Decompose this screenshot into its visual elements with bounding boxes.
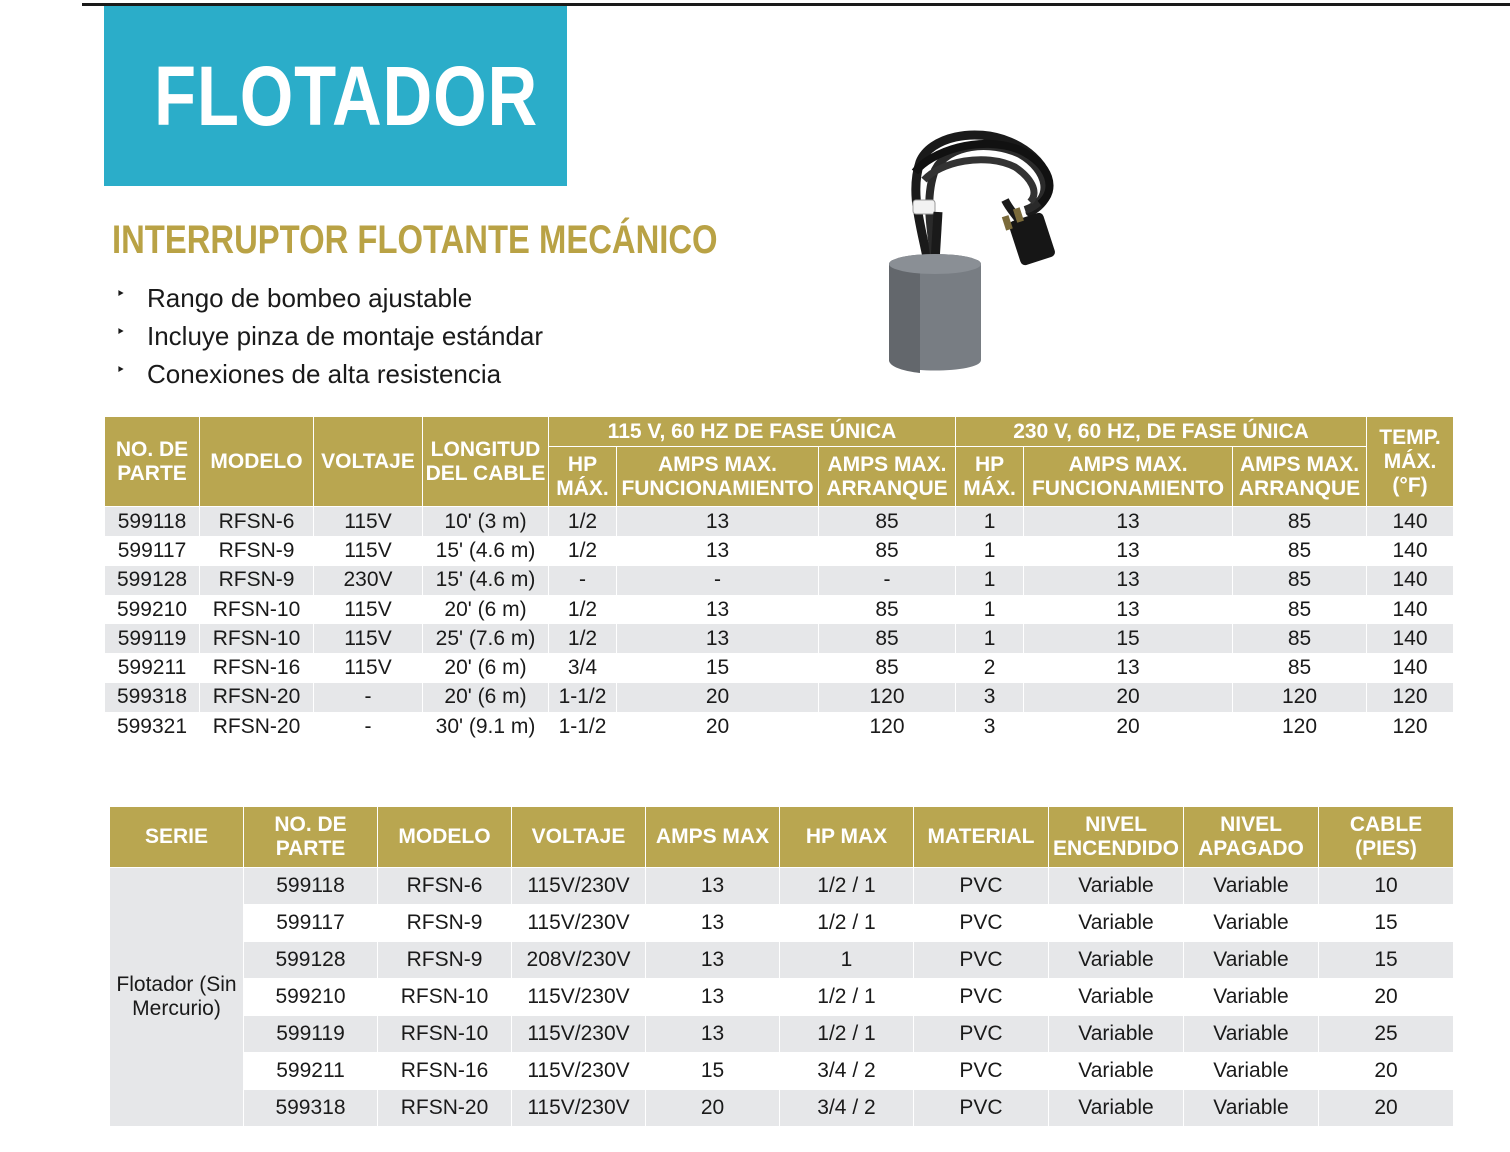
table-cell: Variable: [1184, 979, 1319, 1016]
table-cell: 85: [819, 624, 956, 653]
table-cell: Variable: [1049, 868, 1184, 905]
feature-item: ‣ Rango de bombeo ajustable: [116, 281, 543, 319]
table-cell: PVC: [914, 868, 1049, 905]
table-cell: 13: [1024, 507, 1233, 537]
table-cell: 85: [1233, 595, 1367, 624]
table-row: [105, 624, 1454, 653]
table-cell: RFSN-20: [200, 712, 314, 741]
table-cell: 13: [617, 595, 819, 624]
table-cell: 140: [1367, 595, 1454, 624]
series-name-cell: Flotador (Sin Mercurio): [110, 868, 244, 1127]
table-cell: PVC: [914, 942, 1049, 979]
col-header-amps: AMPS MAX: [646, 807, 780, 868]
table-cell: RFSN-10: [200, 595, 314, 624]
table-cell: 20: [1319, 1090, 1454, 1127]
table-row: [105, 683, 1454, 712]
table-cell: 25: [1319, 1016, 1454, 1053]
table-cell: 599118: [105, 507, 200, 537]
product-subtitle: INTERRUPTOR FLOTANTE MECÁNICO: [112, 218, 718, 262]
table-row: [105, 566, 1454, 595]
feature-item: ‣ Incluye pinza de montaje estándar: [116, 319, 543, 357]
table-row: [110, 1053, 1454, 1090]
table-cell: RFSN-16: [378, 1053, 512, 1090]
table-cell: 599117: [244, 905, 378, 942]
table-cell: PVC: [914, 1053, 1049, 1090]
col-header-cable: LONGITUD DEL CABLE: [423, 417, 549, 507]
table-cell: 599211: [105, 653, 200, 682]
table-cell: 230V: [314, 566, 423, 595]
table-row: [110, 979, 1454, 1016]
table-row: [105, 653, 1454, 682]
table-cell: 115V/230V: [512, 979, 646, 1016]
table-cell: Variable: [1184, 1053, 1319, 1090]
table-cell: -: [314, 683, 423, 712]
table-cell: 10: [1319, 868, 1454, 905]
table-cell: RFSN-20: [378, 1090, 512, 1127]
table-cell: 208V/230V: [512, 942, 646, 979]
table-row: [110, 905, 1454, 942]
table-cell: 120: [1233, 712, 1367, 741]
table-cell: 1/2 / 1: [780, 905, 914, 942]
table-cell: 599119: [244, 1016, 378, 1053]
table-cell: 115V: [314, 653, 423, 682]
col-header-model: MODELO: [378, 807, 512, 868]
table-cell: RFSN-20: [200, 683, 314, 712]
table-row: [110, 868, 1454, 905]
table-cell: 85: [1233, 566, 1367, 595]
table-cell: 30' (9.1 m): [423, 712, 549, 741]
table-cell: 140: [1367, 653, 1454, 682]
table-cell: 15: [1319, 942, 1454, 979]
table-cell: 1/2: [549, 624, 617, 653]
col-header-run-230: AMPS MAX. FUNCIONAMIENTO: [1024, 447, 1233, 507]
table-cell: 15: [617, 653, 819, 682]
table-cell: Variable: [1184, 1016, 1319, 1053]
table-cell: 20: [1319, 1053, 1454, 1090]
col-header-hp-115: HP MÁX.: [549, 447, 617, 507]
table-cell: Variable: [1184, 1090, 1319, 1127]
table-cell: 15: [646, 1053, 780, 1090]
table-cell: 1/2 / 1: [780, 868, 914, 905]
table-cell: 140: [1367, 536, 1454, 565]
table-cell: 85: [819, 507, 956, 537]
table-cell: 13: [646, 979, 780, 1016]
table-cell: -: [819, 566, 956, 595]
table-cell: 599119: [105, 624, 200, 653]
table-cell: 599318: [244, 1090, 378, 1127]
table-cell: 20' (6 m): [423, 595, 549, 624]
table-cell: 25' (7.6 m): [423, 624, 549, 653]
col-header-voltage: VOLTAJE: [512, 807, 646, 868]
table-cell: 1: [956, 595, 1024, 624]
table-cell: 599321: [105, 712, 200, 741]
col-header-hp-230: HP MÁX.: [956, 447, 1024, 507]
table-cell: 1/2: [549, 595, 617, 624]
table-cell: 13: [1024, 595, 1233, 624]
table-cell: 115V: [314, 507, 423, 537]
table-cell: 120: [1367, 683, 1454, 712]
col-header-part: NO. DE PARTE: [105, 417, 200, 507]
table-cell: Variable: [1049, 1090, 1184, 1127]
table-cell: RFSN-10: [378, 1016, 512, 1053]
col-header-start-230: AMPS MAX. ARRANQUE: [1233, 447, 1367, 507]
table-cell: 13: [1024, 566, 1233, 595]
table-cell: 13: [1024, 653, 1233, 682]
table-cell: 115V/230V: [512, 1016, 646, 1053]
table-cell: 20: [1024, 712, 1233, 741]
table-cell: PVC: [914, 979, 1049, 1016]
col-header-level-off: NIVEL APAGADO: [1184, 807, 1319, 868]
table-cell: 85: [1233, 624, 1367, 653]
table-cell: 20' (6 m): [423, 683, 549, 712]
col-header-serie: SERIE: [110, 807, 244, 868]
table-cell: 20: [646, 1090, 780, 1127]
table-cell: 120: [1367, 712, 1454, 741]
table-cell: 115V/230V: [512, 868, 646, 905]
table-cell: 20: [617, 683, 819, 712]
table-cell: Variable: [1049, 979, 1184, 1016]
specs-table: [104, 416, 1454, 741]
table-cell: Variable: [1049, 942, 1184, 979]
col-header-level-on: NIVEL ENCENDIDO: [1049, 807, 1184, 868]
table-cell: 15' (4.6 m): [423, 536, 549, 565]
table-cell: PVC: [914, 1016, 1049, 1053]
bullet-icon: ‣: [116, 324, 126, 341]
table-cell: 599118: [244, 868, 378, 905]
table-cell: 1: [956, 507, 1024, 537]
table-cell: 1/2 / 1: [780, 1016, 914, 1053]
table-cell: 599128: [244, 942, 378, 979]
table-cell: Variable: [1049, 905, 1184, 942]
table-cell: 599210: [105, 595, 200, 624]
table-cell: Variable: [1049, 1053, 1184, 1090]
col-header-voltage: VOLTAJE: [314, 417, 423, 507]
table-cell: 85: [1233, 653, 1367, 682]
table-cell: 20: [1319, 979, 1454, 1016]
bullet-icon: ‣: [116, 286, 126, 303]
table-cell: 1: [956, 536, 1024, 565]
table-cell: 1-1/2: [549, 712, 617, 741]
table-cell: RFSN-6: [200, 507, 314, 537]
table-cell: 13: [617, 536, 819, 565]
series-table: [109, 806, 1454, 1127]
table-cell: 115V: [314, 595, 423, 624]
table-cell: 20' (6 m): [423, 653, 549, 682]
table-cell: 3: [956, 683, 1024, 712]
table-cell: 3/4 / 2: [780, 1053, 914, 1090]
table-cell: 115V/230V: [512, 1090, 646, 1127]
table-row: [110, 942, 1454, 979]
col-header-material: MATERIAL: [914, 807, 1049, 868]
group-header-115v: 115 V, 60 HZ DE FASE ÚNICA: [549, 417, 956, 447]
table-cell: 13: [617, 507, 819, 537]
table-cell: -: [617, 566, 819, 595]
table-cell: 120: [819, 712, 956, 741]
table-cell: 20: [617, 712, 819, 741]
title-banner: [104, 6, 567, 186]
table-cell: 13: [646, 1016, 780, 1053]
table-cell: 599210: [244, 979, 378, 1016]
table-cell: 3/4: [549, 653, 617, 682]
table-cell: 10' (3 m): [423, 507, 549, 537]
col-header-cable: CABLE (PIES): [1319, 807, 1454, 868]
col-header-run-115: AMPS MAX. FUNCIONAMIENTO: [617, 447, 819, 507]
table-cell: 140: [1367, 566, 1454, 595]
table-cell: 15: [1319, 905, 1454, 942]
table-cell: 13: [646, 905, 780, 942]
col-header-temp: TEMP. MÁX. (°F): [1367, 417, 1454, 507]
table-cell: Variable: [1184, 942, 1319, 979]
table-cell: Variable: [1049, 1016, 1184, 1053]
table-cell: 115V/230V: [512, 905, 646, 942]
col-header-part: NO. DE PARTE: [244, 807, 378, 868]
table-cell: PVC: [914, 905, 1049, 942]
table-cell: 13: [646, 868, 780, 905]
group-header-230v: 230 V, 60 HZ, DE FASE ÚNICA: [956, 417, 1367, 447]
table-cell: 3: [956, 712, 1024, 741]
feature-item: ‣ Conexiones de alta resistencia: [116, 357, 543, 395]
table-cell: RFSN-10: [378, 979, 512, 1016]
table-cell: 1: [780, 942, 914, 979]
float-switch-image: [880, 112, 1080, 382]
table-cell: RFSN-6: [378, 868, 512, 905]
table-cell: RFSN-9: [378, 905, 512, 942]
table-cell: RFSN-9: [378, 942, 512, 979]
table-cell: Variable: [1184, 905, 1319, 942]
table-row: [110, 1016, 1454, 1053]
table-cell: 85: [819, 653, 956, 682]
table-cell: 85: [1233, 536, 1367, 565]
bullet-icon: ‣: [116, 362, 126, 379]
table-cell: 599318: [105, 683, 200, 712]
table-cell: RFSN-9: [200, 566, 314, 595]
table-cell: 599128: [105, 566, 200, 595]
table-cell: 85: [819, 595, 956, 624]
table-cell: RFSN-10: [200, 624, 314, 653]
table-row: [105, 595, 1454, 624]
table-cell: 599117: [105, 536, 200, 565]
table-cell: 599211: [244, 1053, 378, 1090]
table-cell: 1: [956, 624, 1024, 653]
table-cell: 15' (4.6 m): [423, 566, 549, 595]
table-cell: 120: [1233, 683, 1367, 712]
table-cell: -: [314, 712, 423, 741]
table-cell: 13: [617, 624, 819, 653]
table-cell: 15: [1024, 624, 1233, 653]
table-row: [105, 712, 1454, 741]
table-cell: 1/2: [549, 536, 617, 565]
table-cell: 3/4 / 2: [780, 1090, 914, 1127]
table-cell: 85: [819, 536, 956, 565]
table-cell: 120: [819, 683, 956, 712]
table-cell: Variable: [1184, 868, 1319, 905]
table-cell: 13: [646, 942, 780, 979]
table-cell: 85: [1233, 507, 1367, 537]
table-cell: 140: [1367, 624, 1454, 653]
table-cell: 1: [956, 566, 1024, 595]
col-header-model: MODELO: [200, 417, 314, 507]
table-cell: 20: [1024, 683, 1233, 712]
table-cell: 13: [1024, 536, 1233, 565]
page-title: FLOTADOR: [154, 48, 539, 143]
col-header-start-115: AMPS MAX. ARRANQUE: [819, 447, 956, 507]
table-cell: 2: [956, 653, 1024, 682]
table-cell: 140: [1367, 507, 1454, 537]
table-row: [105, 536, 1454, 565]
table-cell: 115V/230V: [512, 1053, 646, 1090]
table-cell: PVC: [914, 1090, 1049, 1127]
table-cell: 1/2 / 1: [780, 979, 914, 1016]
feature-list: [116, 281, 543, 395]
table-cell: 115V: [314, 624, 423, 653]
table-row: [110, 1090, 1454, 1127]
table-cell: -: [549, 566, 617, 595]
table-row: [105, 507, 1454, 537]
table-cell: 1/2: [549, 507, 617, 537]
table-cell: RFSN-16: [200, 653, 314, 682]
table-cell: 1-1/2: [549, 683, 617, 712]
table-cell: 115V: [314, 536, 423, 565]
col-header-hp: HP MAX: [780, 807, 914, 868]
table-cell: RFSN-9: [200, 536, 314, 565]
